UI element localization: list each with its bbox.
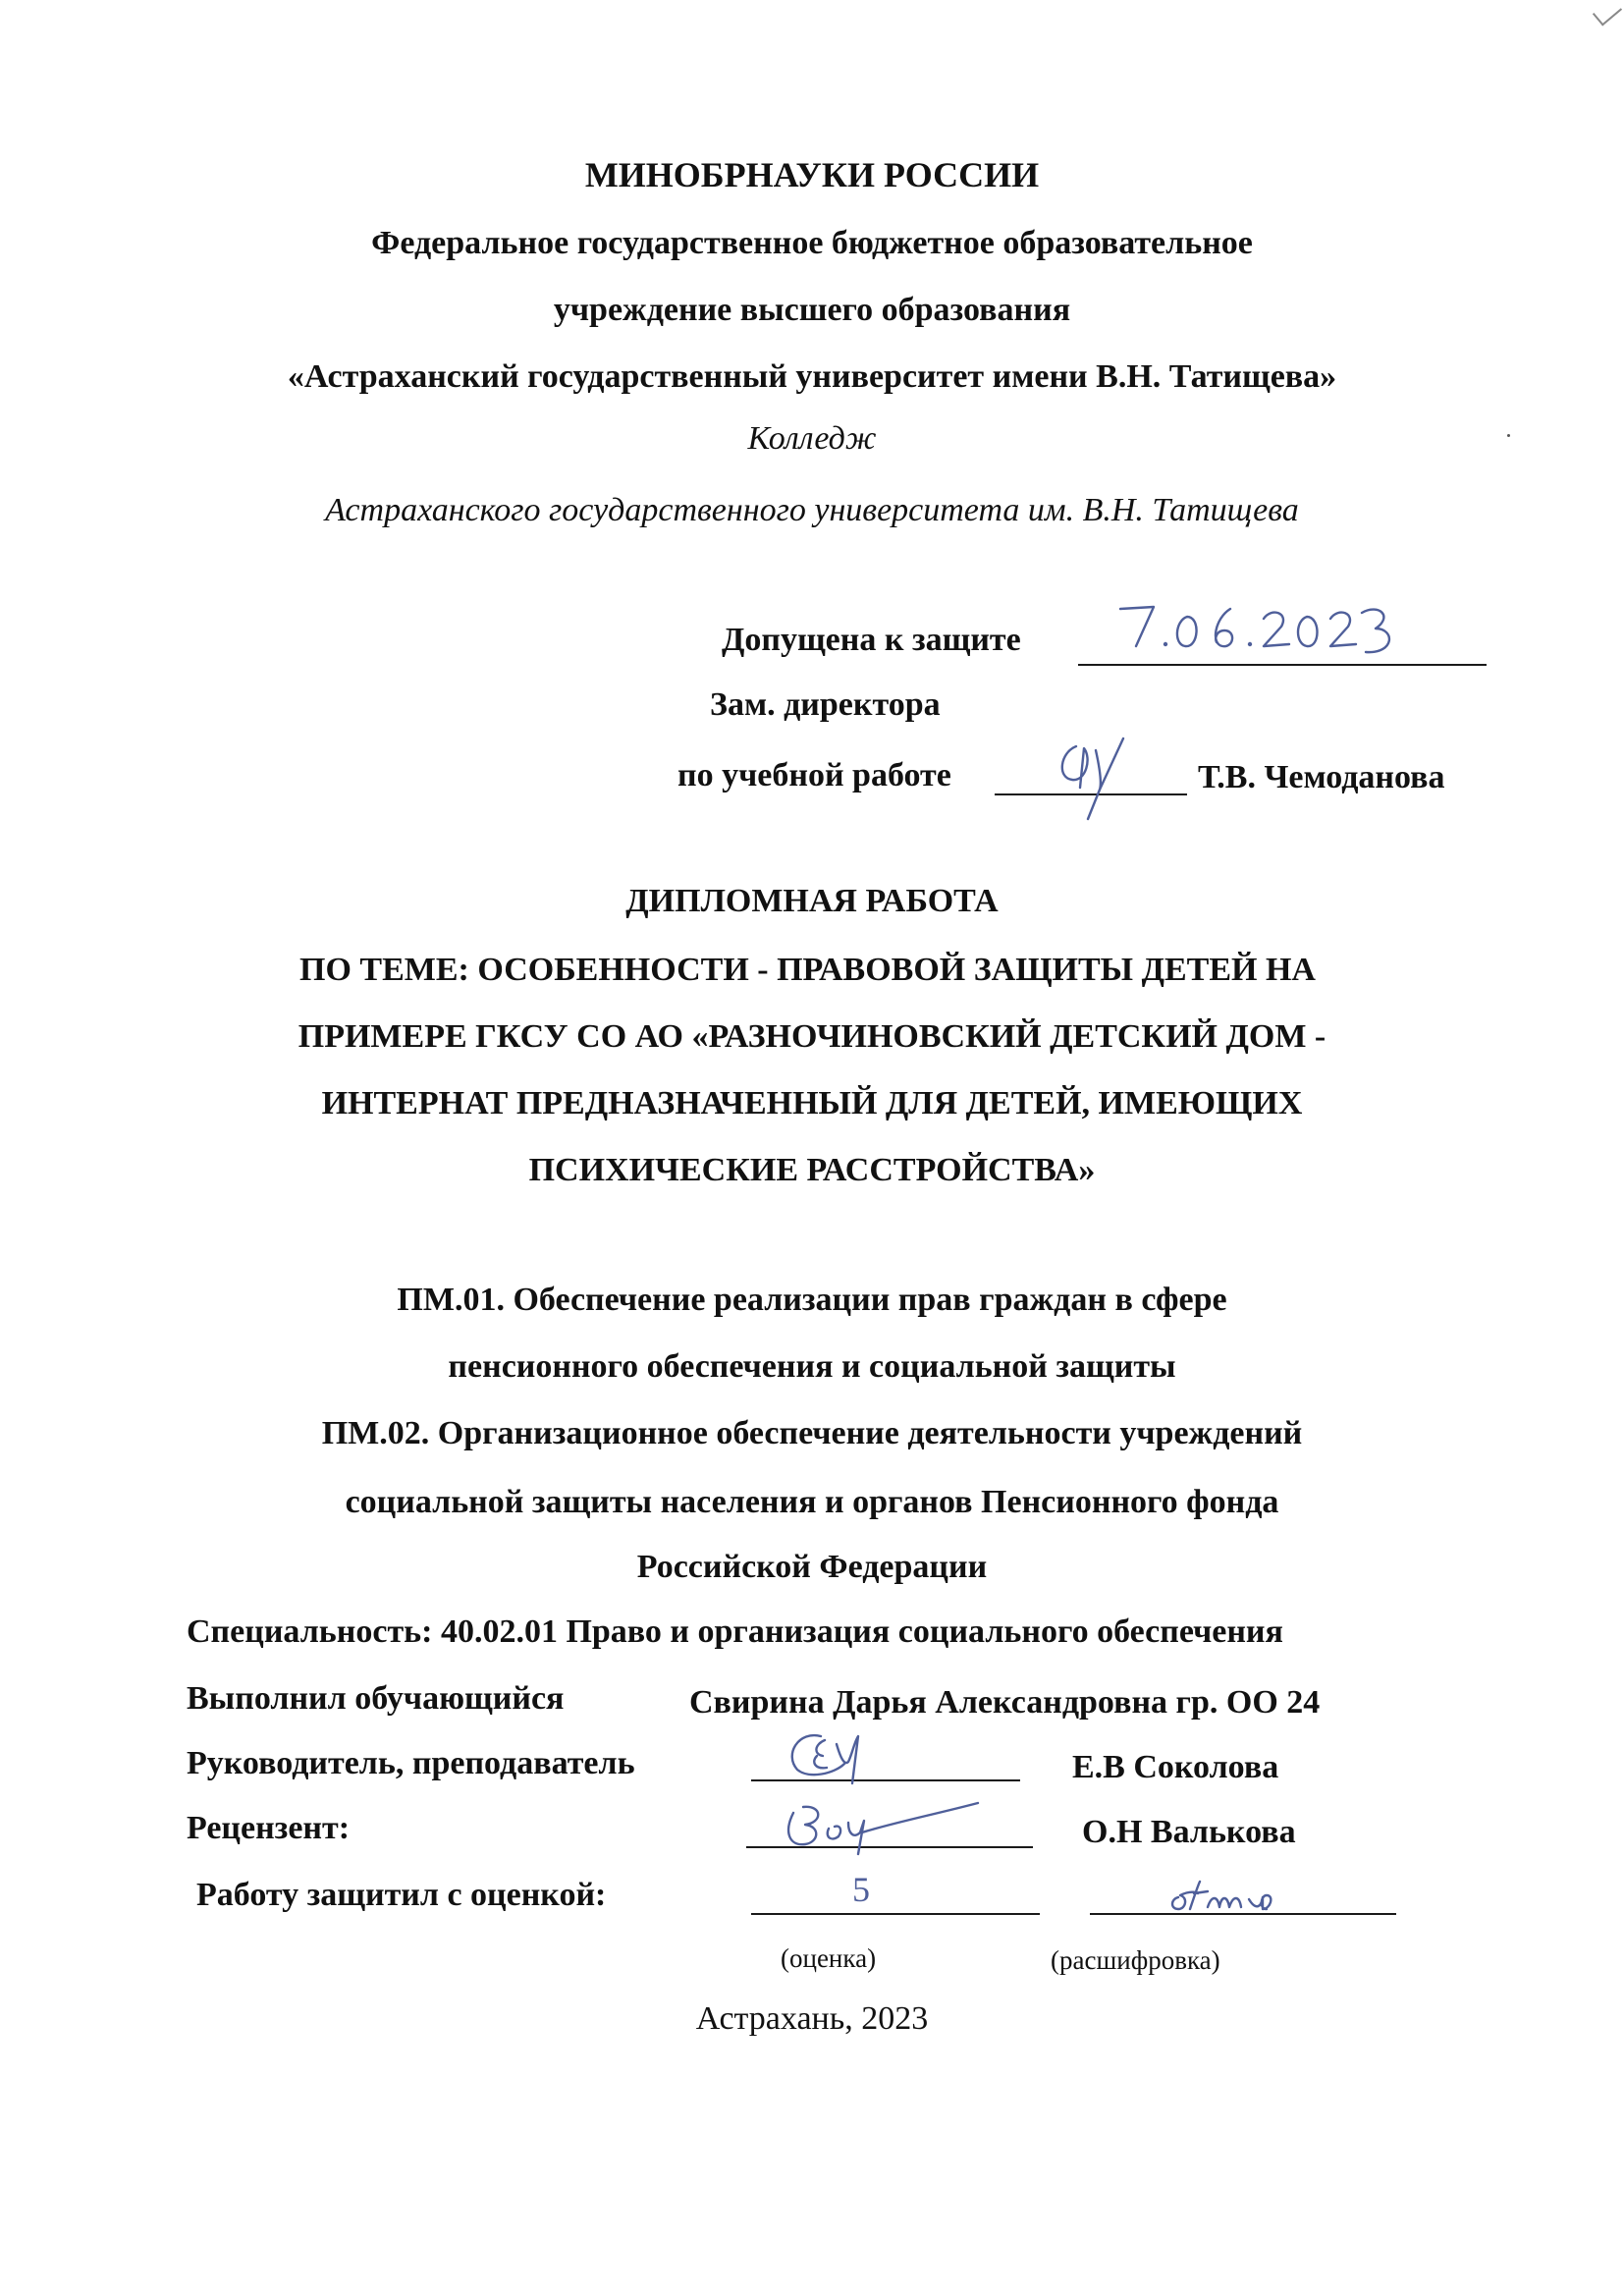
deputy-sig-stroke-3 [1088,790,1100,819]
admitted-date-handwriting [1114,595,1399,666]
thesis-title-line-1: ПО ТЕМЕ: ОСОБЕННОСТИ - ПРАВОВОЙ ЗАЩИТЫ ДЕТЕЙ НА [299,952,1316,988]
deputy-sig-stroke-1 [1062,746,1088,788]
word-sig-end [1249,1895,1271,1909]
student-name: Свирина Дарья Александровна гр. ОО 24 [689,1684,1321,1721]
supervisor-name: Е.В Соколова [1072,1749,1279,1785]
reviewer-sig-b [788,1807,818,1844]
specialty: Специальность: 40.02.01 Право и организация социального обеспечения [187,1613,1283,1650]
reviewer-sig-flourish [862,1803,978,1832]
grade-caption: (оценка) [781,1943,877,1973]
digit-7-stroke [1120,607,1154,646]
supervisor-sig-tail [837,1736,858,1783]
grade-word-svg [1164,1876,1292,1915]
grade-label: Работу защитил с оценкой: [196,1877,607,1913]
deputy-signature-svg [1041,729,1159,827]
college-line-2: Астраханского государственного университета им. В.Н. Татищева [325,492,1299,528]
institution-line-2: учреждение высшего образования [553,292,1071,328]
thesis-title-line-2: ПРИМЕРЕ ГКСУ СО АО «РАЗНОЧИНОВСКИЙ ДЕТСКИЙ ДОМ - [298,1018,1326,1055]
module-line-5: Российской Федерации [636,1549,988,1585]
digit-6-stroke [1216,609,1232,646]
decode-caption: (расшифровка) [1051,1945,1220,1975]
reviewer-sig-y [848,1821,864,1854]
dot-2 [1248,642,1252,646]
grade-line [751,1913,1040,1915]
digit-2b-stroke [1330,613,1356,646]
digit-2a-stroke [1264,613,1289,646]
supervisor-sig-e [814,1740,827,1768]
thesis-type: ДИПЛОМНАЯ РАБОТА [625,883,999,919]
deputy-name: Т.В. Чемоданова [1198,759,1445,795]
admitted-label: Допущена к защите [722,622,1021,658]
reviewer-signature-svg [776,1793,992,1862]
module-line-3: ПМ.02. Организационное обеспечение деятельности учреждений [321,1415,1303,1451]
staple-mark [1593,0,1622,26]
institution-line-1: Федеральное государственное бюджетное образовательное [371,225,1253,261]
reviewer-label: Рецензент: [187,1810,351,1846]
admitted-date-svg [1114,595,1399,666]
digit-3-stroke [1362,610,1389,653]
student-label: Выполнил обучающийся [187,1680,565,1717]
thesis-title-line-3: ИНТЕРНАТ ПРЕДНАЗНАЧЕННЫЙ ДЛЯ ДЕТЕЙ, ИМЕЮЩИХ [321,1085,1303,1121]
deputy-signature [1041,729,1159,827]
digit-0b-stroke [1298,617,1318,646]
thesis-title-line-4: ПСИХИЧЕСКИЕ РАССТРОЙСТВА» [528,1152,1096,1188]
reviewer-signature [776,1793,992,1862]
word-sig-l [1208,1898,1241,1907]
deputy-sig-stroke-2 [1096,738,1123,790]
reviewer-sig-a [828,1827,840,1839]
module-line-4: социальной защиты населения и органов Пенсионного фонда [345,1484,1279,1520]
university-name: «Астраханский государственный университет имени В.Н. Татищева» [287,358,1337,395]
deputy-director-label: Зам. директора [710,686,941,723]
supervisor-label: Руководитель, преподаватель [187,1745,635,1781]
module-line-2: пенсионного обеспечения и социальной защиты [448,1348,1176,1385]
grade-word-handwritten [1164,1876,1292,1915]
module-line-1: ПМ.01. Обеспечение реализации прав граждан в сфере [397,1282,1227,1318]
college-line-1: Колледж [747,420,877,457]
word-sig-t [1190,1882,1208,1909]
reviewer-name: О.Н Валькова [1082,1814,1296,1850]
academic-work-label: по учебной работе [677,757,951,793]
digit-0-stroke [1177,617,1197,646]
dot-1 [1164,642,1167,646]
supervisor-signature [776,1715,923,1793]
supervisor-signature-svg [776,1715,923,1793]
city-year: Астрахань, 2023 [695,2000,929,2037]
ministry-name: МИНОБРНАУКИ РОССИИ [584,155,1040,194]
grade-handwritten: 5 [852,1870,870,1909]
